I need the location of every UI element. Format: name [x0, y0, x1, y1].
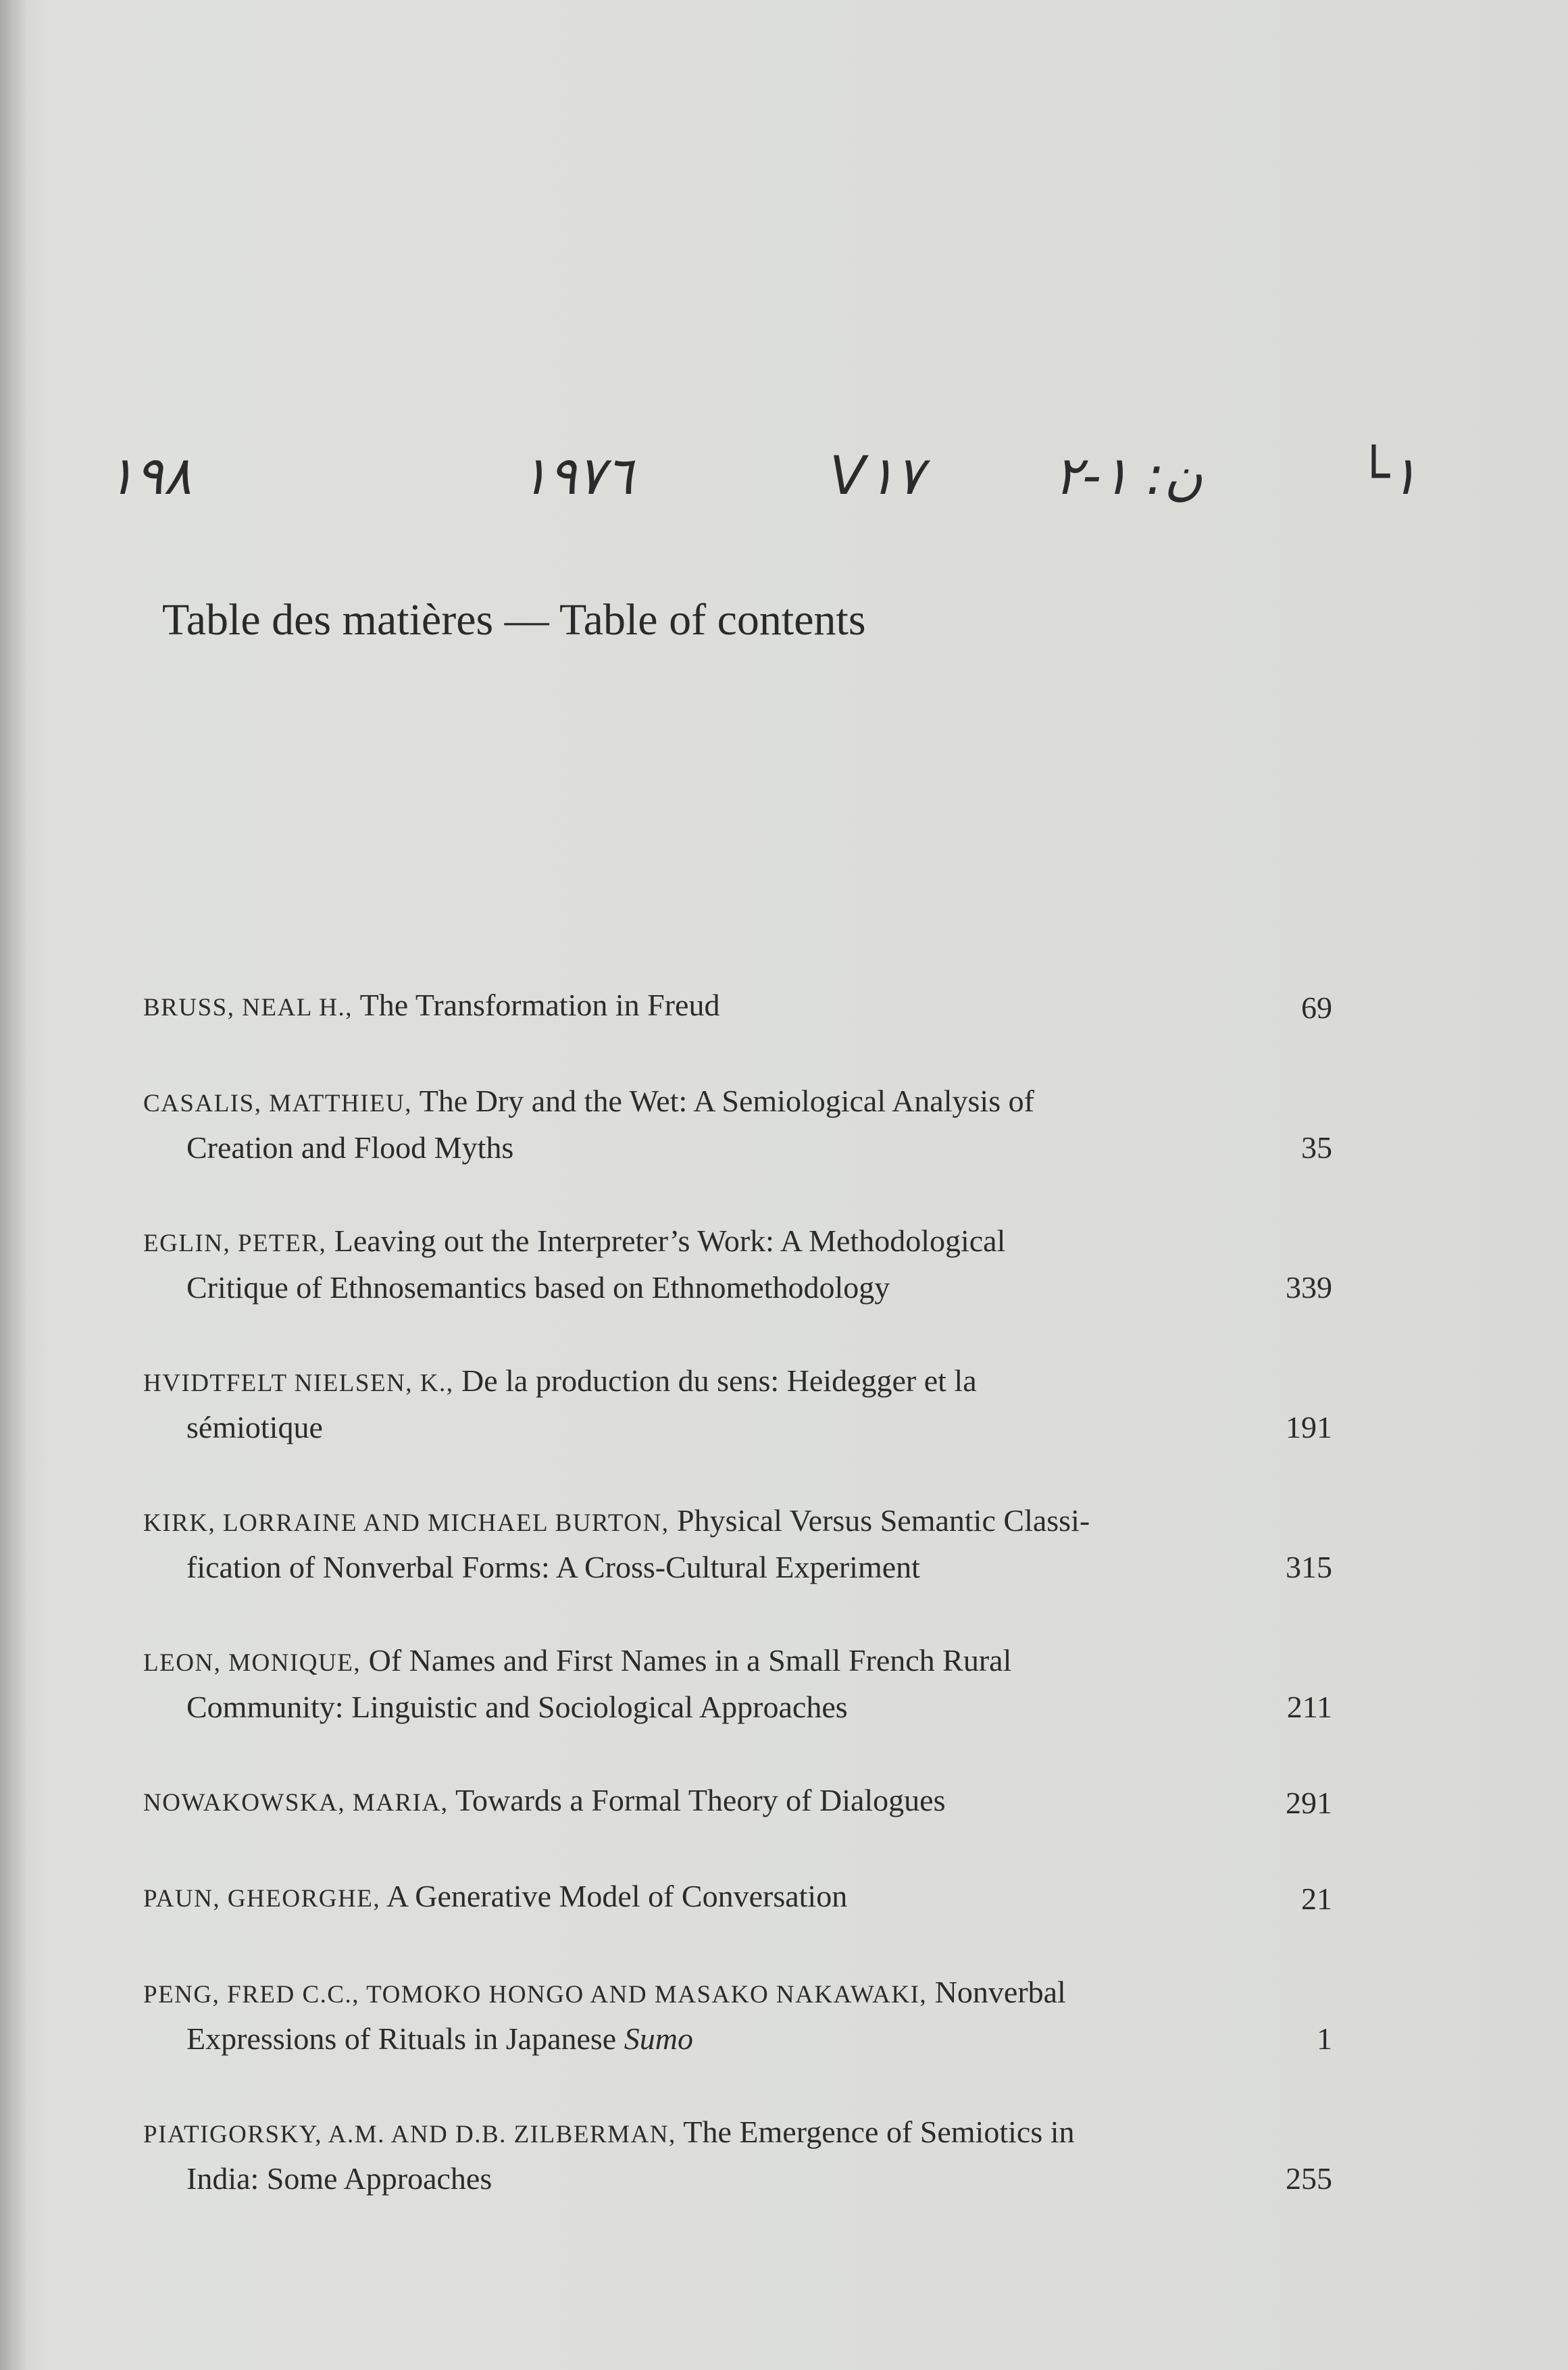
entry-title: Nonverbal [934, 1975, 1066, 2009]
entry-page-number: 315 [1286, 1550, 1332, 1584]
entry-author: PENG, FRED C.C., TOMOKO HONGO AND MASAKO NAKAWAKI, [143, 1981, 928, 2009]
entry-page-number: 69 [1301, 990, 1332, 1025]
entry-title-continued: Critique of Ethnosemantics based on Ethnomethodology [186, 1270, 890, 1305]
toc-entry [143, 1219, 1332, 1309]
entry-title-continued: fication of Nonverbal Forms: A Cross-Cultural Experiment [186, 1550, 920, 1584]
entry-page-number: 21 [1301, 1882, 1332, 1916]
entry-page-number: 211 [1286, 1690, 1332, 1724]
entry-title: The Dry and the Wet: A Semiological Analysis of [419, 1084, 1034, 1118]
toc-entry [143, 1079, 1332, 1169]
entry-title: The Transformation in Freud [359, 988, 720, 1022]
entry-title: Towards a Formal Theory of Dialogues [455, 1783, 946, 1817]
handwritten-note-5: └١ [1358, 446, 1418, 507]
entry-title: Of Names and First Names in a Small French Rural [368, 1643, 1012, 1678]
toc-entry [143, 1970, 1332, 2061]
handwritten-annotation [0, 446, 1568, 513]
entry-author: PAUN, GHEORGHE, [143, 1885, 381, 1913]
entry-page-number: 191 [1286, 1410, 1332, 1444]
handwritten-note-2: ١٩٧٦ [520, 446, 634, 507]
entry-title: De la production du sens: Heidegger et la [461, 1363, 977, 1398]
handwritten-note-1: ١٩۸ [107, 446, 192, 507]
entry-author: HVIDTFELT NIELSEN, K., [143, 1369, 454, 1397]
entry-title-italic: Sumo [624, 2021, 693, 2056]
toc-entry [143, 1874, 1332, 1921]
entry-author: CASALIS, MATTHIEU, [143, 1090, 413, 1117]
toc-entry [143, 983, 1332, 1030]
toc-entry [143, 1778, 1332, 1825]
entry-page-number: 1 [1317, 2021, 1332, 2056]
handwritten-note-3: V١٧ [830, 446, 924, 507]
entry-title: Physical Versus Semantic Classi- [677, 1503, 1090, 1538]
table-of-contents [143, 983, 1332, 2200]
entry-author: LEON, MONIQUE, [143, 1649, 361, 1677]
entry-author: BRUSS, NEAL H., [143, 994, 353, 1022]
entry-title-continued: Creation and Flood Myths [186, 1130, 514, 1165]
entry-title: The Emergence of Semiotics in [683, 2115, 1075, 2149]
entry-author: NOWAKOWSKA, MARIA, [143, 1789, 449, 1817]
entry-page-number: 291 [1286, 1786, 1332, 1820]
entry-title-continued: India: Some Approaches [186, 2161, 492, 2196]
entry-page-number: 35 [1301, 1130, 1332, 1165]
entry-author: EGLIN, PETER, [143, 1230, 327, 1257]
toc-entry [143, 1498, 1332, 1589]
toc-entry [143, 1359, 1332, 1449]
entry-title: Leaving out the Interpreter’s Work: A Methodological [334, 1224, 1006, 1258]
toc-entry [143, 2110, 1332, 2200]
entry-title-continued: Expressions of Rituals in Japanese [186, 2021, 617, 2056]
page-title: Table des matières — Table of contents [162, 595, 866, 645]
entry-page-number: 339 [1286, 1270, 1332, 1305]
handwritten-note-4: ن: ١-٢ [1054, 446, 1203, 507]
entry-page-number: 255 [1286, 2161, 1332, 2196]
entry-title-continued: sémiotique [186, 1410, 323, 1444]
entry-author: KIRK, LORRAINE AND MICHAEL BURTON, [143, 1509, 669, 1537]
entry-author: PIATIGORSKY, A.M. AND D.B. ZILBERMAN, [143, 2121, 676, 2148]
entry-title-continued: Community: Linguistic and Sociological Approaches [186, 1690, 848, 1724]
binding-shadow [0, 0, 27, 2370]
toc-entry [143, 1638, 1332, 1729]
entry-title: A Generative Model of Conversation [386, 1879, 848, 1913]
